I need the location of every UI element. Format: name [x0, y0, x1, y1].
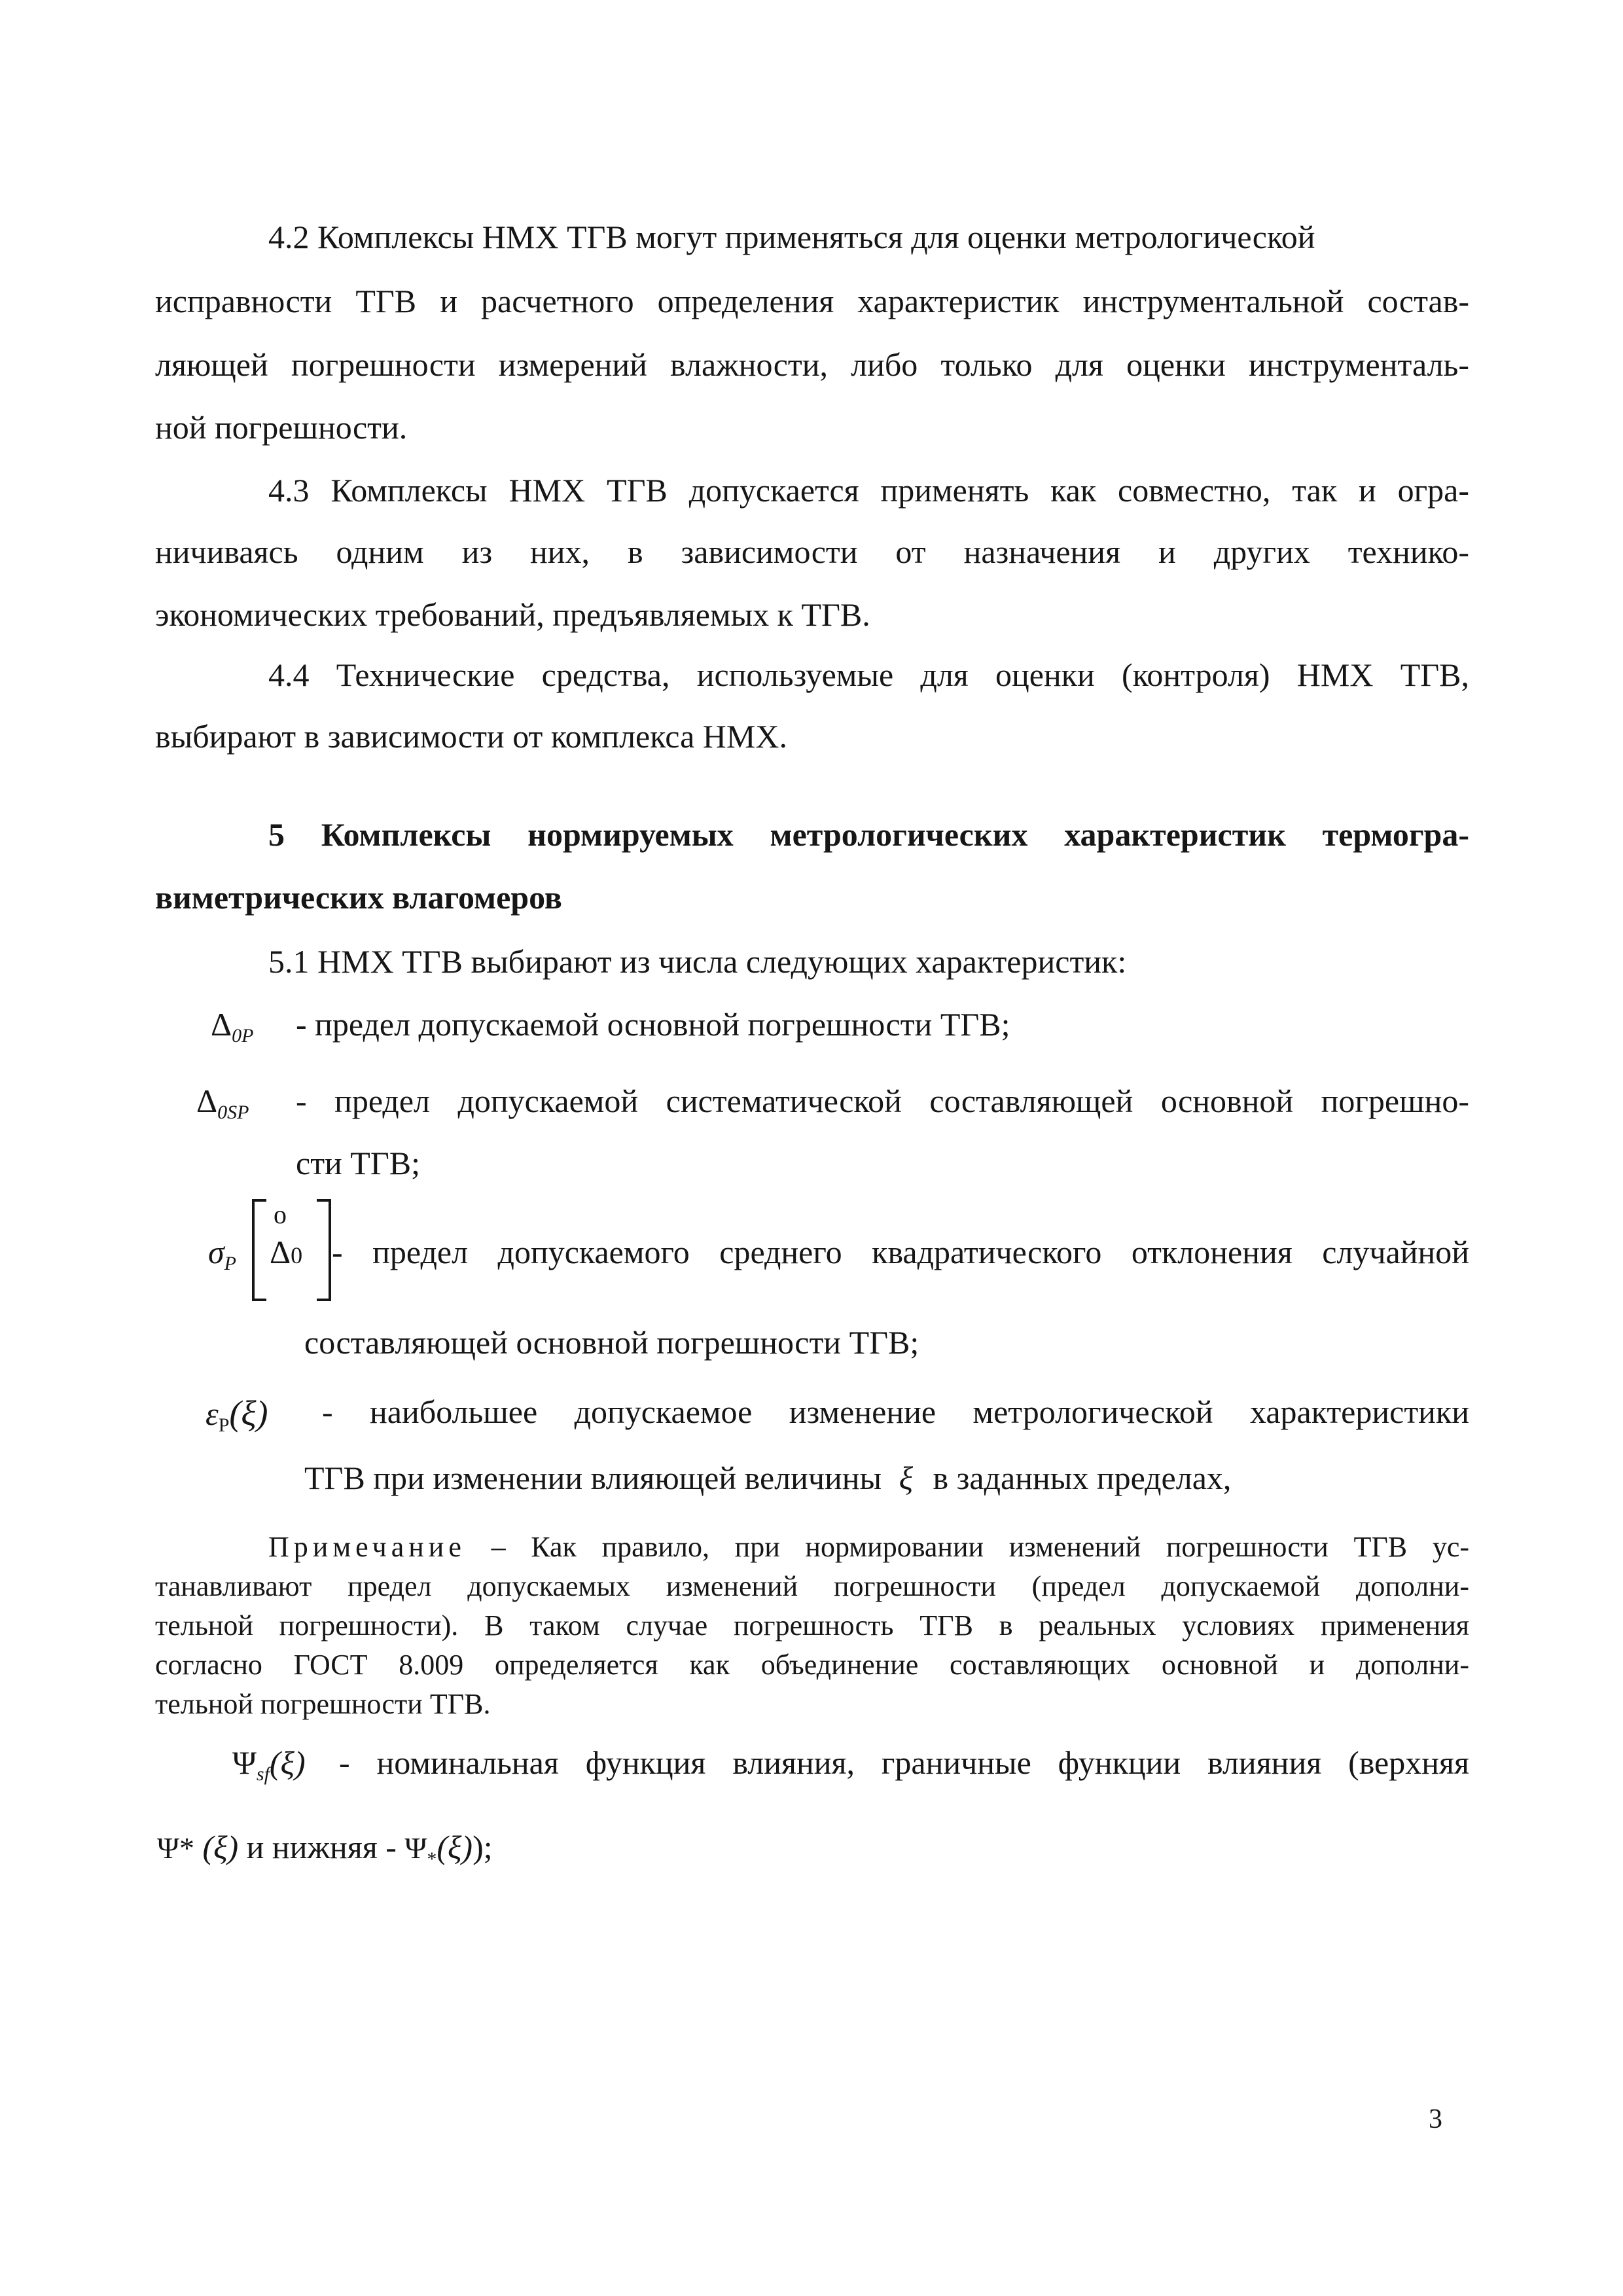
delta-0sp-line-2: сти ТГВ; [296, 1145, 420, 1181]
psi-lower-sub: * [427, 1848, 437, 1870]
p43-line-3: экономических требований, предъявляемых к ТГВ. [155, 596, 870, 633]
note-label: Примечание [268, 1531, 466, 1563]
p42-line-4: ной погрешности. [155, 409, 408, 446]
sigma-p-symbol [208, 1236, 236, 1274]
delta-0p-text: - предел допускаемой основной погрешности ТГВ; [296, 1006, 1010, 1043]
note-line-5: тельной погрешности ТГВ. [155, 1688, 491, 1720]
psi-sf-symbol [232, 1746, 306, 1784]
p43-line-2: ничиваясь одним из них, в зависимости от назначения и других технико- [155, 533, 1469, 570]
note-line-3: тельной погрешности). В таком случае погрешность ТГВ в реальных условиях применения [155, 1609, 1469, 1641]
epsilon-p-symbol [205, 1395, 268, 1435]
p44-line-2: выбирают в зависимости от комплекса НМХ. [155, 718, 787, 755]
p42-line-1: 4.2 Комплексы НМХ ТГВ могут применяться для оценки метрологической [268, 219, 1315, 255]
psi-line-1: - номинальная функция влияния, граничные функции влияния (верхняя [339, 1744, 1469, 1781]
epsilon-line-2-text: ТГВ при изменении влияющей величины [304, 1460, 882, 1496]
psi-sym: Ψ [232, 1744, 257, 1781]
epsilon-line-2 [304, 1462, 1231, 1494]
psi-upper-arg: (ξ) [194, 1829, 239, 1865]
delta-0p-symbol [211, 1008, 253, 1046]
section-heading-line-1: 5 Комплексы нормируемых метрологических характеристик термогра- [268, 816, 1469, 853]
delta-0p-sub: 0P [232, 1025, 254, 1047]
delta-0sp-sym: Δ [196, 1083, 218, 1119]
sigma-p-sub: P [224, 1253, 236, 1274]
p51-line: 5.1 НМХ ТГВ выбирают из числа следующих характеристик: [268, 943, 1127, 980]
psi-upper-sym: Ψ* [157, 1831, 194, 1865]
right-bracket [317, 1199, 331, 1301]
note-line-1 [268, 1533, 1469, 1562]
note-line-4: согласно ГОСТ 8.009 определяется как объединение составляющих основной и дополни- [155, 1649, 1469, 1681]
xi-symbol: ξ [899, 1460, 914, 1496]
sigma-line-1: - предел допускаемого среднего квадратического отклонения случайной [332, 1234, 1469, 1270]
delta-zero-sym: Δ [270, 1234, 291, 1270]
psi-lower-sym: Ψ [404, 1831, 427, 1865]
epsilon-p-sub: P [218, 1414, 230, 1436]
delta-0sp-sub: 0SP [217, 1102, 249, 1123]
epsilon-p-sym: ε [205, 1395, 219, 1432]
sigma-p-sym: σ [208, 1234, 224, 1270]
delta-0p-sym: Δ [211, 1006, 232, 1043]
delta-0sp-line-1: - предел допускаемой систематической составляющей основной погрешно- [296, 1083, 1469, 1119]
p42-line-3: ляющей погрешности измерений влажности, либо только для оценки инструменталь- [155, 346, 1469, 383]
psi-line-2 [157, 1831, 493, 1869]
note-line-1-text: – Как правило, при нормировании изменений погрешности ТГВ ус- [465, 1531, 1469, 1563]
epsilon-line-1: - наибольшее допускаемое изменение метрологической характеристики [322, 1393, 1469, 1430]
bracket-top-mark: о [274, 1200, 287, 1229]
note-line-2: танавливают предел допускаемых изменений погрешности (предел допускаемой дополни- [155, 1570, 1469, 1602]
page-number: 3 [1429, 2104, 1442, 2134]
psi-arg: (ξ) [269, 1744, 306, 1781]
section-heading-line-2: виметрических влагомеров [155, 879, 562, 916]
epsilon-line-2-end: в заданных пределах, [933, 1460, 1232, 1496]
psi-mid-text: и нижняя - [246, 1829, 397, 1865]
psi-end: ); [473, 1829, 493, 1865]
epsilon-p-arg: (ξ) [229, 1393, 268, 1433]
p43-line-1: 4.3 Комплексы НМХ ТГВ допускается применять как совместно, так и огра- [268, 472, 1469, 509]
left-bracket [252, 1199, 266, 1301]
delta-0sp-symbol [196, 1085, 249, 1122]
p44-line-1: 4.4 Технические средства, используемые для оценки (контроля) НМХ ТГВ, [268, 656, 1469, 693]
sigma-line-2: составляющей основной погрешности ТГВ; [304, 1324, 919, 1361]
p42-line-2: исправности ТГВ и расчетного определения характеристик инструментальной состав- [155, 283, 1469, 319]
psi-lower-arg: (ξ) [437, 1829, 473, 1865]
delta-zero-sub: 0 [291, 1242, 303, 1268]
psi-sub: sf [256, 1763, 270, 1785]
delta-zero-inner [270, 1236, 302, 1268]
